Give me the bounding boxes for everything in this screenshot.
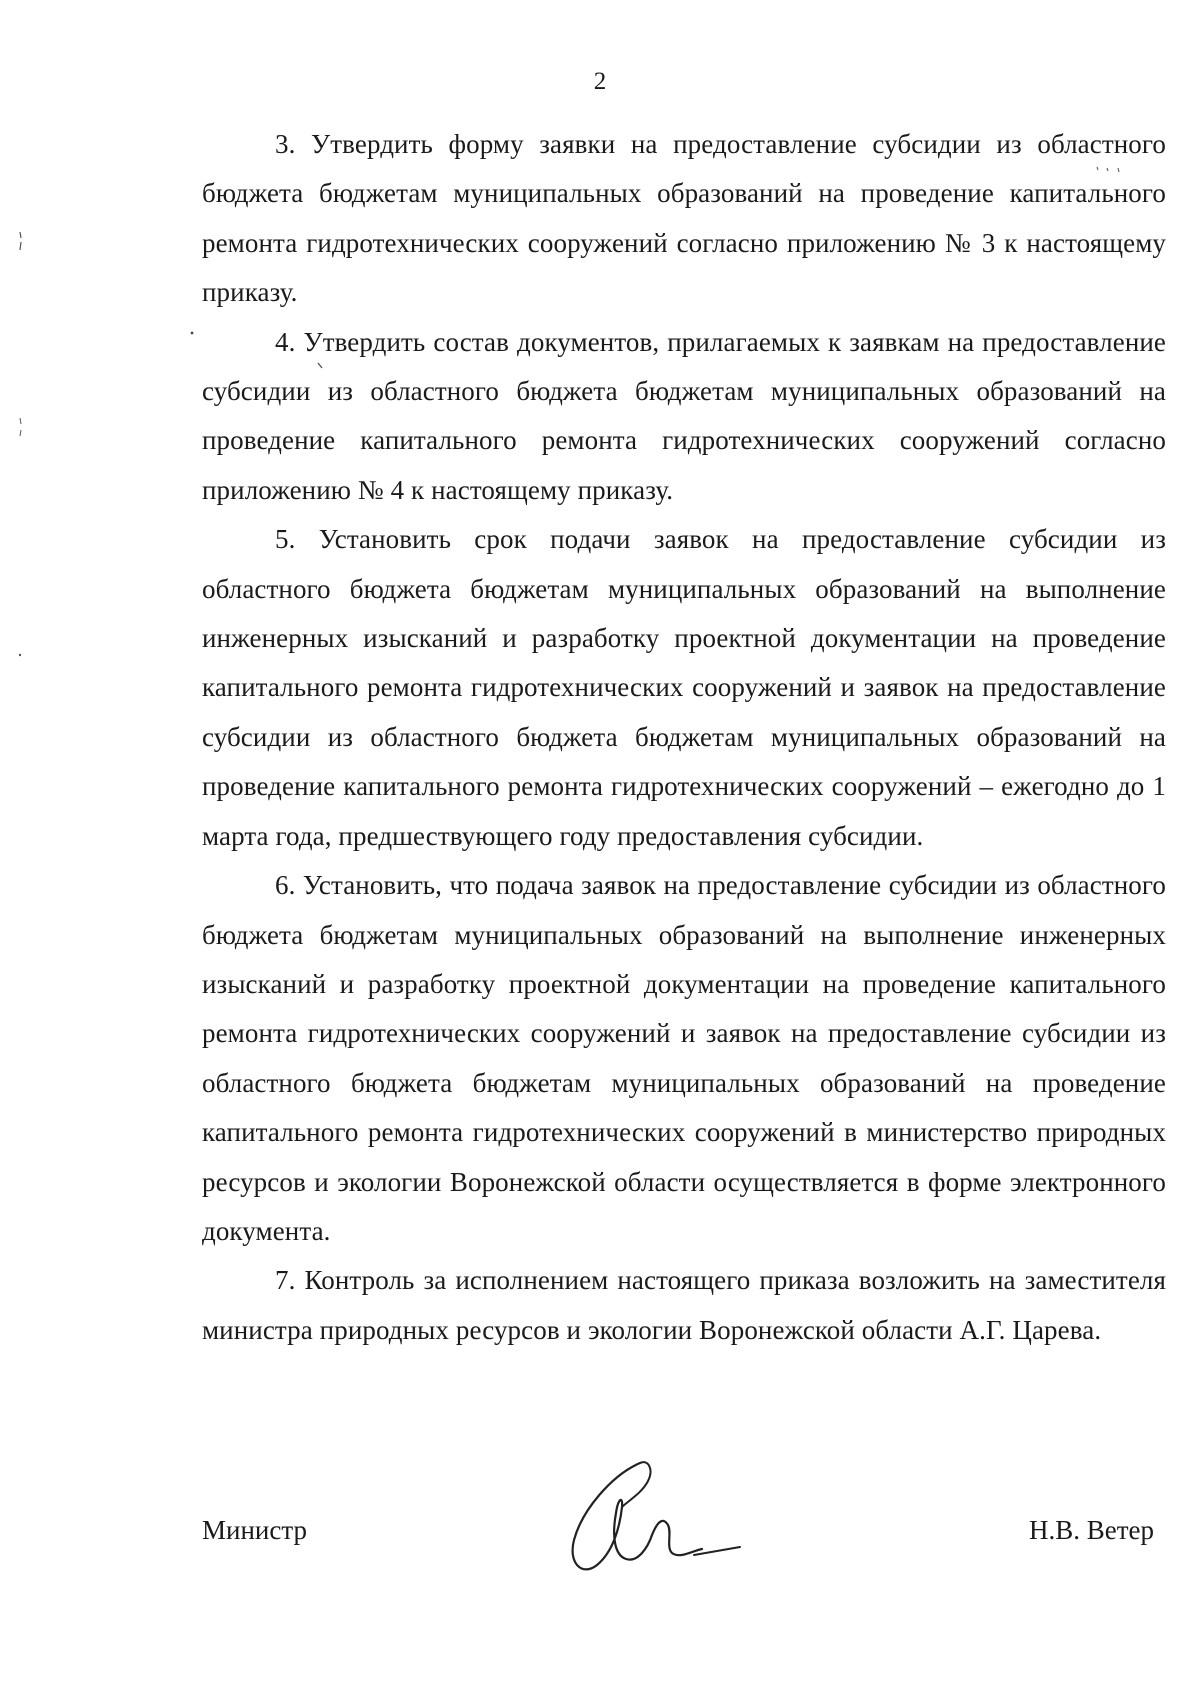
page-number: 2 bbox=[593, 68, 607, 95]
signatory-title: Министр bbox=[202, 1515, 307, 1545]
paragraph-5: 5. Установить срок подачи заявок на предоставление субсидии из областного бюджета бюджетам муниципальных образований на выполнение инженерных изысканий и разработку проектной документации на проведение капитального ремонта гидротехнических сооружений и заявок на предоставление субсидии из областного бюджета бюджетам муниципальных образований на проведение капитального ремонта гидротехнических сооружений – ежегодно до 1 марта года, предшествующего году предоставления субсидии. bbox=[202, 524, 1166, 851]
paragraph-4: 4. Утвердить состав документов, прилагаемых к заявкам на предоставление субсидии из областного бюджета бюджетам муниципальных образований на проведение капитального ремонта гидротехнических сооружений согласно приложению № 4 к настоящему приказу. bbox=[202, 326, 1166, 505]
signature-block bbox=[202, 1455, 1166, 1585]
handwritten-signature bbox=[552, 1455, 742, 1585]
paragraph-6: 6. Установить, что подача заявок на предоставление субсидии из областного бюджета бюджетам муниципальных образований на выполнение инженерных изысканий и разработку проектной документации на проведение капитального ремонта гидротехнических сооружений и заявок на предоставление субсидии из областного бюджета бюджетам муниципальных образований на проведение капитального ремонта гидротехнических сооружений в министерство природных ресурсов и экологии Воронежской области осуществляется в форме электронного документа. bbox=[202, 870, 1166, 1246]
paragraph-3: 3. Утвердить форму заявки на предоставление субсидии из областного бюджета бюджетам муниципальных образований на проведение капитального ремонта гидротехнических сооружений согласно приложению № 3 к настоящему приказу. bbox=[202, 129, 1166, 308]
signatory-name: Н.В. Ветер bbox=[1028, 1515, 1154, 1545]
paragraph-7: 7. Контроль за исполнением настоящего приказа возложить на заместителя министра природных ресурсов и экологии Воронежской области А.Г. Царева. bbox=[202, 1265, 1166, 1345]
document-body bbox=[202, 120, 1166, 1355]
